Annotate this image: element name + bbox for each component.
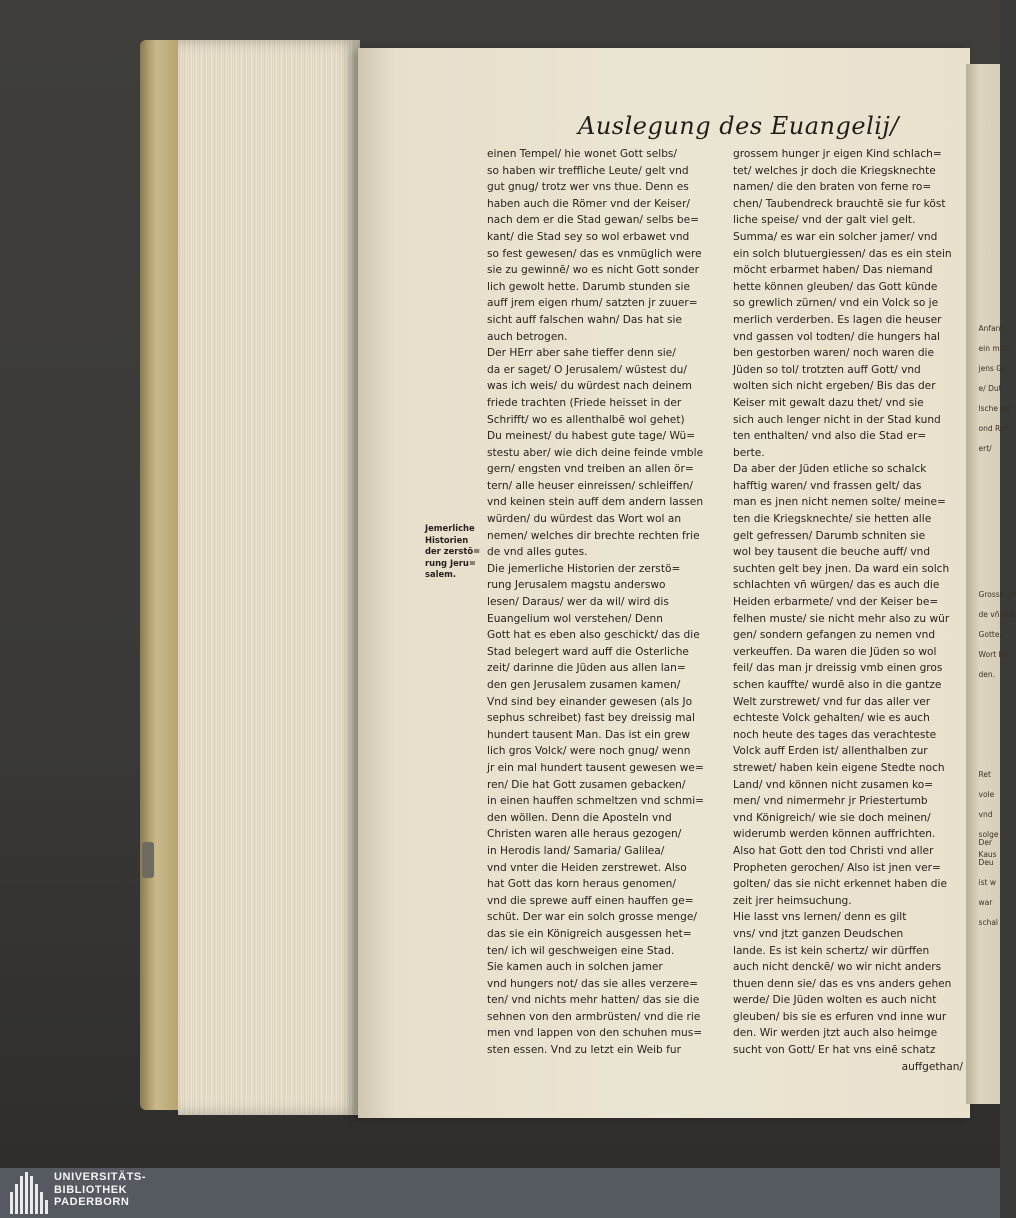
text-line: gleuben/ bis sie es erfuren vnd inne wur: [733, 1010, 947, 1023]
text-line: Euangelium wol verstehen/ Denn: [487, 612, 663, 625]
text-line: nemen/ welches dir brechte rechten frie: [487, 529, 700, 542]
next-page-fragment-1: Anfang ein mölic jens Go e/ Dut lsche ler ond Rot ert/: [978, 324, 1013, 453]
text-line: einen Tempel/ hie wonet Gott selbs/: [487, 148, 678, 160]
text-line: de vnd alles gutes.: [487, 546, 588, 559]
text-line: wolten sich nicht ergeben/ Bis das der: [733, 380, 936, 393]
text-line: verkeuffen. Da waren die Jüden so wol: [733, 645, 937, 658]
text-line: man es jnen nicht nemen solte/ meine=: [733, 496, 946, 509]
library-name-line: UNIVERSITÄTS-: [54, 1171, 147, 1183]
text-line: grossem hunger jr eigen Kind schlach=: [733, 148, 942, 160]
text-line: rung Jerusalem magstu anderswo: [487, 579, 666, 592]
text-line: auch nicht denckē/ wo wir nicht anders: [733, 961, 942, 974]
text-line: vnd vnter die Heiden zerstrewet. Also: [487, 861, 687, 874]
text-line: chen/ Taubendreck brauchtē sie fur köst: [733, 197, 946, 210]
text-line: sten essen. Vnd zu letzt ein Weib fur: [487, 1044, 681, 1057]
next-page-fragment-3: Ret vole vnd solge Kaus: [978, 770, 999, 859]
text-line: Vnd sind bey einander gewesen (als Jo: [487, 695, 693, 708]
text-line: so haben wir treffliche Leute/ gelt vnd: [487, 164, 689, 177]
text-line: lesen/ Daraus/ wer da wil/ wird dis: [487, 596, 669, 609]
text-line: Christen waren alle heraus gezogen/: [487, 828, 682, 841]
text-line: gen/ sondern gefangen zu nemen vnd: [733, 629, 936, 642]
text-line: Du meinest/ du habest gute tage/ Wü=: [487, 430, 696, 443]
text-line: liche speise/ vnd der galt viel gelt.: [733, 214, 916, 227]
text-line: würden/ du würdest das Wort wol an: [487, 513, 682, 526]
text-line: namen/ die den braten von ferne ro=: [733, 181, 932, 194]
text-line: werde/ Die Jüden wolten es auch nicht: [733, 994, 937, 1007]
text-line: ren/ Die hat Gott zusamen gebacken/: [487, 778, 686, 791]
text-line: Stad belegert ward auff die Osterliche: [487, 645, 689, 658]
text-line: friede trachten (Friede heisset in der: [487, 396, 682, 409]
text-line: merlich verderben. Es lagen die heuser: [733, 313, 942, 326]
text-line: sie zu gewinnē/ wo es nicht Gott sonder: [487, 264, 700, 277]
text-line: tern/ alle heuser einreissen/ schleiffen/: [487, 479, 693, 492]
marginal-note-line: salem.: [425, 569, 457, 579]
running-header: Auslegung des Euangelij/: [578, 112, 899, 140]
text-line: in einen hauffen schmeltzen vnd schmi=: [487, 795, 705, 808]
text-line: möcht erbarmet haben/ Das niemand: [733, 264, 933, 277]
text-line: sephus schreibet) fast bey dreissig mal: [487, 712, 695, 725]
text-line: berte.: [733, 446, 765, 459]
text-line: das sie ein Königreich ausgessen het=: [487, 927, 692, 940]
text-line: in Herodis land/ Samaria/ Galilea/: [487, 844, 665, 857]
text-line: men vnd lappen von den schuhen mus=: [487, 1027, 703, 1040]
text-line: schlachten vn̄ würgen/ das es auch die: [733, 579, 940, 592]
text-line: vnd Königreich/ wie sie doch meinen/: [733, 811, 931, 824]
text-line: da er saget/ O Jerusalem/ wüstest du/: [487, 363, 687, 376]
text-line: haben auch die Römer vnd der Keiser/: [487, 197, 691, 210]
text-line: schen kauffte/ wurdē also in die gantze: [733, 679, 942, 691]
text-line: Summa/ es war ein solcher jamer/ vnd: [733, 230, 938, 243]
text-line: Gott hat es eben also geschickt/ das die: [487, 629, 700, 642]
text-line: Jüden so tol/ trotzten auff Gott/ vnd: [733, 363, 921, 376]
text-line: Heiden erbarmete/ vnd der Keiser be=: [733, 596, 939, 609]
text-line: nach dem er die Stad gewan/ selbs be=: [487, 214, 700, 227]
text-line: strewet/ haben kein eigene Stedte noch: [733, 761, 945, 774]
text-line: Der HErr aber sahe tieffer denn sie/: [487, 347, 676, 360]
next-page-fragment-4: Der Deu ist w war schal: [978, 838, 999, 927]
text-line: den wöllen. Denn die Aposteln vnd: [487, 811, 672, 824]
text-line: Da aber der Jüden etliche so schalck: [733, 463, 927, 476]
text-line: lande. Es ist kein schertz/ wir dürffen: [733, 944, 930, 957]
marginal-note-line: rung Jeru=: [425, 557, 476, 568]
text-line: Die jemerliche Historien der zerstö=: [487, 562, 681, 575]
text-line: golten/ das sie nicht erkennet haben die: [733, 878, 947, 891]
text-line: widerumb werden können auffrichten.: [733, 828, 936, 841]
text-line: Land/ vnd können nicht zusamen ko=: [733, 778, 934, 791]
text-line: Sie kamen auch in solchen jamer: [487, 961, 663, 974]
text-line: gern/ engsten vnd treiben an allen ör=: [487, 463, 694, 476]
footer-bar: [0, 1168, 1000, 1218]
text-line: vnd keinen stein auff dem andern lassen: [487, 496, 704, 509]
text-line: ben gestorben waren/ noch waren die: [733, 347, 935, 360]
text-line: vns/ vnd jtzt ganzen Deudschen: [733, 927, 904, 940]
left-page-stack: [178, 40, 360, 1115]
text-line: so fest gewesen/ das es vnmüglich were: [487, 247, 702, 260]
text-line: thuen denn sie/ das es vns anders gehen: [733, 977, 952, 990]
text-line: zeit jrer heimsuchung.: [733, 894, 852, 907]
text-line: tet/ welches jr doch die Kriegsknechte: [733, 164, 936, 177]
text-line: Hie lasst vns lernen/ denn es gilt: [733, 911, 907, 924]
text-line: sucht von Gott/ Er hat vns einē schatz: [733, 1044, 936, 1057]
text-line: Schrifft/ wo es allenthalbē wol gehet): [487, 413, 685, 426]
text-line: schüt. Der war ein solch grosse menge/: [487, 911, 697, 924]
text-line: auch betrogen.: [487, 330, 568, 343]
text-line: sicht auff falschen wahn/ Das hat sie: [487, 313, 682, 326]
text-line: hafftig waren/ vnd frassen gelt/ das: [733, 479, 922, 492]
text-line: stestu aber/ wie dich deine feinde vmble: [487, 446, 704, 459]
text-line: men/ vnd nimermehr jr Priestertumb: [733, 795, 928, 808]
text-line: Volck auff Erden ist/ allenthalben zur: [733, 745, 928, 758]
library-name: [54, 1171, 146, 1209]
text-line: auffgethan/: [901, 1060, 963, 1073]
text-line: so grewlich zürnen/ vnd ein Volck so je: [733, 297, 939, 310]
marginal-note-line: Jemerliche: [425, 523, 475, 533]
text-line: sehnen von den armbrüsten/ vnd die rie: [487, 1010, 701, 1023]
marginal-note-line: Historien: [425, 534, 469, 545]
text-line: lich gewolt hette. Darumb stunden sie: [487, 280, 690, 293]
text-line: den. Wir werden jtzt auch also heimge: [733, 1027, 938, 1040]
text-line: den gen Jerusalem zusamen kamen/: [487, 679, 681, 691]
text-column-right: [733, 146, 963, 1075]
text-line: zeit/ darinne die Jüden aus allen lan=: [487, 662, 686, 675]
text-line: Also hat Gott den tod Christi vnd aller: [733, 844, 934, 857]
marginal-note-line: der zerstö=: [425, 546, 481, 556]
text-line: was ich weis/ du würdest nach deinem: [487, 380, 692, 393]
text-line: suchten gelt bey jnen. Da ward ein solch: [733, 562, 950, 575]
text-line: ten/ vnd nichts mehr hatten/ das sie die: [487, 994, 700, 1007]
text-line: vnd die sprewe auff einen hauffen ge=: [487, 894, 694, 907]
text-line: Propheten gerochen/ Also ist jnen ver=: [733, 861, 941, 874]
library-name-line: BIBLIOTHEK: [54, 1183, 128, 1196]
text-line: echteste Volck gehalten/ wie es auch: [733, 712, 930, 725]
library-logo-icon: [10, 1172, 50, 1214]
text-line: hundert tausent Man. Das ist ein grew: [487, 728, 691, 741]
next-page-edge: [966, 64, 1016, 1104]
next-page-fragment-2: Grosse gn de vñ sch Gottes Wort ha den.: [978, 590, 1016, 679]
text-line: Keiser mit gewalt dazu thet/ vnd sie: [733, 396, 924, 409]
book-clasp: [142, 842, 154, 878]
text-line: lich gros Volck/ were noch gnug/ wenn: [487, 745, 691, 758]
text-line: ten enthalten/ vnd also die Stad er=: [733, 430, 927, 443]
book-binding: [140, 40, 180, 1110]
text-line: felhen muste/ sie nicht mehr also zu wür: [733, 612, 950, 625]
text-line: gelt gefressen/ Darumb schniten sie: [733, 529, 926, 542]
text-line: gut gnug/ trotz wer vns thue. Denn es: [487, 181, 689, 194]
text-line: kant/ die Stad sey so wol erbawet vnd: [487, 230, 690, 243]
marginal-note: [425, 523, 485, 581]
text-line: wol bey tausent die beuche auff/ vnd: [733, 546, 931, 559]
text-line: sich auch lenger nicht in der Stad kund: [733, 413, 941, 426]
text-line: vnd hungers not/ das sie alles verzere=: [487, 977, 698, 990]
library-name-line: PADERBORN: [54, 1196, 130, 1208]
text-column-left: [487, 146, 716, 1059]
text-line: hette können gleuben/ das Gott künde: [733, 280, 938, 293]
text-line: ten/ ich wil geschweigen eine Stad.: [487, 944, 675, 957]
text-line: vnd gassen vol todten/ die hungers hal: [733, 330, 941, 343]
text-line: Welt zurstrewet/ vnd fur das aller ver: [733, 695, 931, 708]
text-line: hat Gott das korn heraus genomen/: [487, 878, 676, 891]
text-line: noch heute des tages das verachteste: [733, 728, 937, 741]
text-line: auff jrem eigen rhum/ satzten jr zuuer=: [487, 297, 698, 310]
text-line: jr ein mal hundert tausent gewesen we=: [487, 761, 704, 774]
text-line: feil/ das man jr dreissig vmb einen gros: [733, 662, 943, 675]
text-line: ein solch blutuergiessen/ das es ein stein: [733, 247, 952, 260]
text-line: ten die Kriegsknechte/ sie hetten alle: [733, 513, 932, 526]
